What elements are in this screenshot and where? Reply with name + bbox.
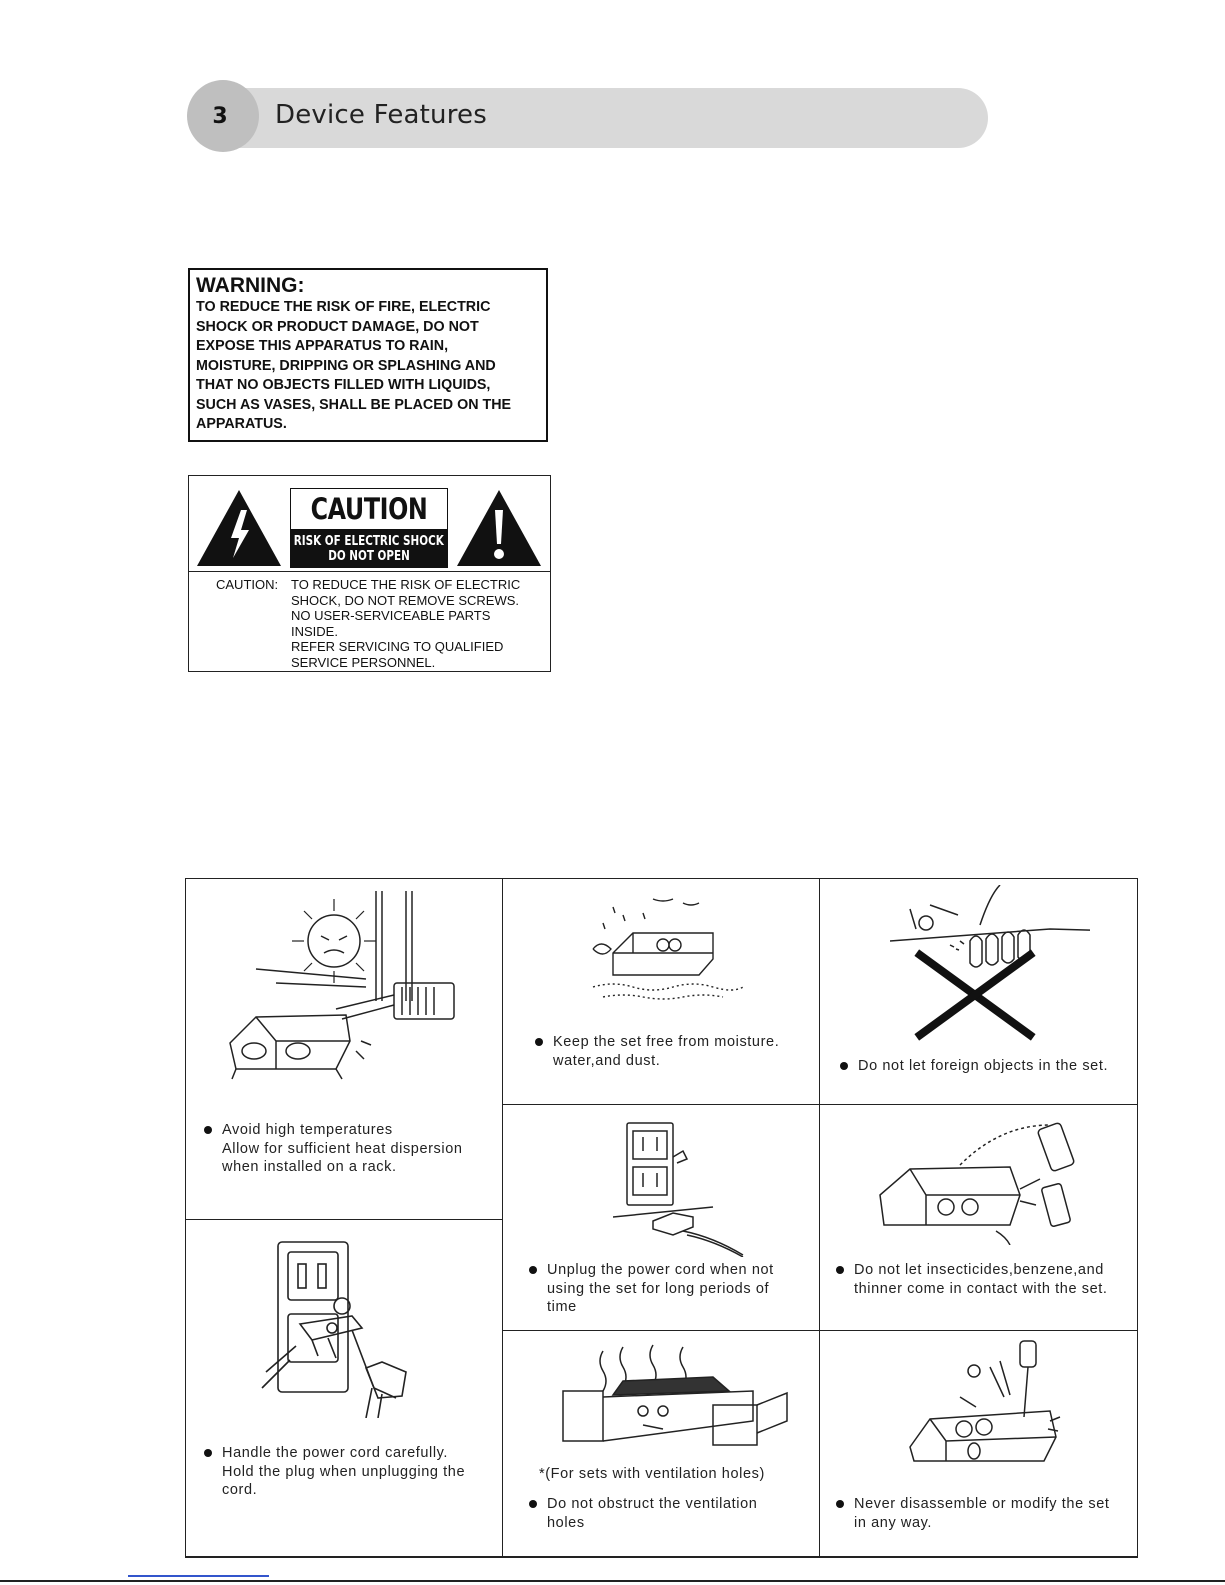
- foreign-objects-text: [840, 1057, 1108, 1076]
- exclamation-warning-icon: [455, 488, 543, 568]
- warning-box: [188, 268, 548, 442]
- cell-foreign-objects: [820, 879, 1137, 1105]
- moisture-dust-illustration: [583, 893, 753, 1008]
- warning-line: EXPOSE THIS APPARATUS TO RAIN,: [196, 338, 449, 354]
- safety-text-line: Do not let insecticides,benzene,and: [854, 1262, 1104, 1278]
- warning-line: MOISTURE, DRIPPING OR SPLASHING AND: [196, 357, 496, 374]
- power-outlet-hand-illustration: [256, 1238, 426, 1418]
- chapter-number-badge: 3: [187, 80, 259, 152]
- bullet-line: [836, 1261, 1108, 1280]
- safety-text-line: Keep the set free from moisture.: [553, 1034, 780, 1050]
- sun-heat-illustration: [216, 891, 476, 1101]
- bullet-line: [535, 1033, 779, 1052]
- caution-line: SHOCK, DO NOT REMOVE SCREWS.: [291, 592, 520, 608]
- cell-ventilation: [503, 1331, 820, 1557]
- warning-line: THAT NO OBJECTS FILLED WITH LIQUIDS,: [196, 377, 491, 393]
- cell-moisture: [503, 879, 820, 1105]
- caution-text: [291, 577, 546, 671]
- bullet-line: [204, 1121, 463, 1140]
- safety-text-line: thinner come in contact with the set.: [854, 1280, 1108, 1297]
- safety-text-line: Allow for sufficient heat dispersion: [222, 1140, 463, 1157]
- caution-header: [189, 476, 550, 572]
- warning-line: APPARATUS.: [196, 416, 287, 432]
- safety-text-line: Avoid high temperatures: [222, 1122, 393, 1138]
- safety-text-line: cord.: [222, 1482, 258, 1498]
- warning-line: SUCH AS VASES, SHALL BE PLACED ON THE: [196, 396, 512, 413]
- bullet-icon: [836, 1266, 844, 1274]
- high-temperature-text: [204, 1121, 463, 1177]
- caution-prefix: CAUTION:: [216, 577, 279, 592]
- safety-text-line: when installed on a rack.: [222, 1159, 397, 1175]
- caution-box: [188, 475, 551, 672]
- caution-line: TO REDUCE THE RISK OF ELECTRIC: [291, 577, 521, 592]
- bullet-icon: [529, 1500, 537, 1508]
- warning-line: TO REDUCE THE RISK OF FIRE, ELECTRIC: [196, 299, 491, 315]
- cell-unplug: [503, 1105, 820, 1331]
- bullet-icon: [840, 1062, 848, 1070]
- bullet-icon: [535, 1038, 543, 1046]
- disassemble-text: [836, 1495, 1110, 1532]
- caution-line: SERVICE PERSONNEL.: [291, 654, 436, 670]
- caution-sub-line: RISK OF ELECTRIC SHOCK: [293, 533, 445, 549]
- warning-line: SHOCK OR PRODUCT DAMAGE, DO NOT: [196, 318, 479, 335]
- cell-insecticide: [820, 1105, 1137, 1331]
- warning-title: WARNING:: [196, 274, 305, 297]
- safety-text-line: Hold the plug when unplugging the: [222, 1463, 466, 1480]
- spray-can-illustration: [870, 1115, 1090, 1245]
- bullet-line: [529, 1495, 757, 1514]
- bullet-line: [529, 1261, 774, 1280]
- page-title: Device Features: [275, 100, 487, 130]
- caution-line: NO USER-SERVICEABLE PARTS: [291, 608, 491, 624]
- bullet-icon: [529, 1266, 537, 1274]
- safety-text-line: time: [547, 1299, 577, 1315]
- safety-text-line: using the set for long periods of: [547, 1280, 770, 1297]
- ventilation-blocked-illustration: [553, 1341, 793, 1451]
- safety-text-line: Do not let foreign objects in the set.: [858, 1058, 1109, 1074]
- ventilation-text: [529, 1495, 757, 1532]
- power-cord-text: [204, 1444, 465, 1500]
- safety-text-line: in any way.: [854, 1514, 933, 1531]
- cell-disassemble: [820, 1331, 1137, 1557]
- bullet-line: [840, 1057, 1108, 1076]
- safety-text-line: Handle the power cord carefully.: [222, 1445, 449, 1461]
- bullet-line: [836, 1495, 1110, 1514]
- moisture-text: [535, 1033, 779, 1070]
- ventilation-note: *(For sets with ventilation holes): [539, 1466, 765, 1482]
- foreign-objects-illustration: [890, 885, 1090, 1045]
- cell-power-cord: [186, 1220, 503, 1557]
- caution-label: [290, 488, 448, 568]
- safety-text-line: Never disassemble or modify the set: [854, 1496, 1110, 1512]
- wall-outlet-plug-illustration: [613, 1117, 763, 1257]
- lightning-warning-icon: [195, 488, 283, 568]
- warning-text: [196, 298, 540, 435]
- unplug-text: [529, 1261, 774, 1317]
- safety-text-line: water,and dust.: [553, 1052, 661, 1069]
- page-bottom-divider: [0, 1580, 1225, 1582]
- caution-subtitle: [291, 529, 447, 568]
- safety-text-line: Do not obstruct the ventilation: [547, 1496, 758, 1512]
- safety-text-line: Unplug the power cord when not: [547, 1262, 774, 1278]
- bullet-icon: [204, 1449, 212, 1457]
- caution-word: CAUTION: [310, 492, 428, 526]
- bottom-link-underline: [128, 1575, 269, 1577]
- safety-text-line: holes: [547, 1514, 585, 1531]
- caution-line: REFER SERVICING TO QUALIFIED: [291, 639, 504, 655]
- caution-line: INSIDE.: [291, 623, 338, 639]
- insecticide-text: [836, 1261, 1108, 1298]
- bullet-line: [204, 1444, 465, 1463]
- bullet-icon: [836, 1500, 844, 1508]
- bullet-icon: [204, 1126, 212, 1134]
- caution-sub-line: DO NOT OPEN: [328, 548, 410, 564]
- safety-illustration-grid: [185, 878, 1138, 1558]
- cell-high-temperature: [186, 879, 503, 1220]
- screwdriver-device-illustration: [900, 1337, 1080, 1477]
